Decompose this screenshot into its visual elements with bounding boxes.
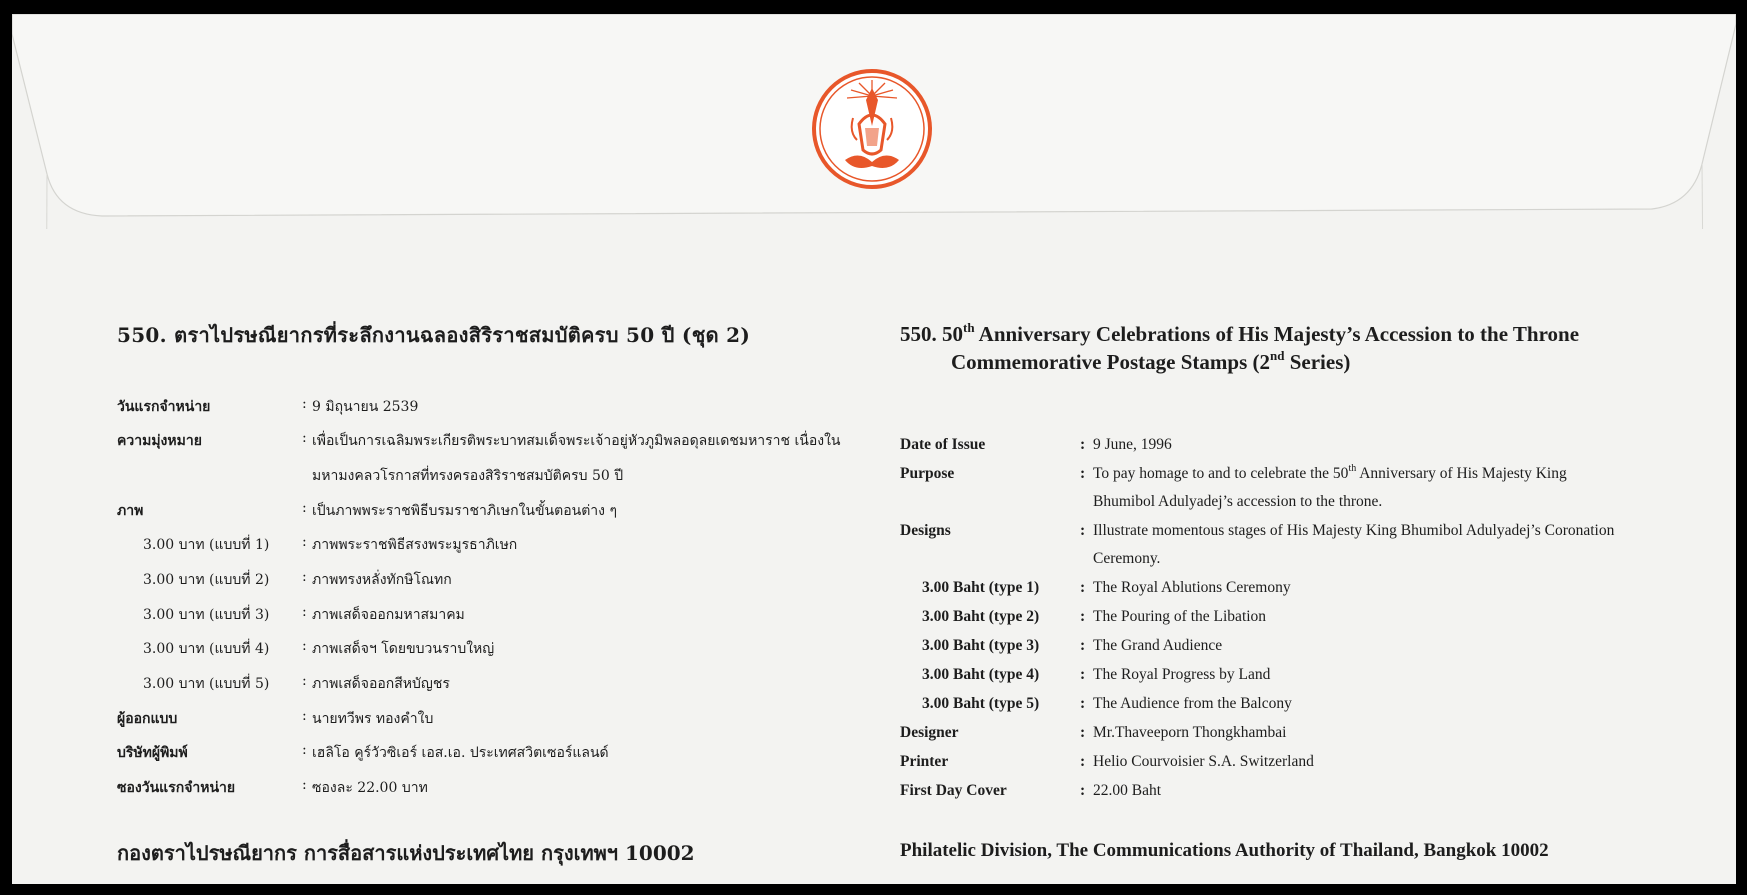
thai-title: 550. ตราไปรษณียากรที่ระลึกงานฉลองสิริราชสมบัติครบ 50 ปี (ชุด 2) [117, 323, 751, 347]
thai-post-seal-icon [809, 66, 935, 192]
english-footer: Philatelic Division, The Communications Authority of Thailand, Bangkok 10002 [900, 840, 1549, 861]
envelope-back: 550. ตราไปรษณียากรที่ระลึกงานฉลองสิริราชสมบัติครบ 50 ปี (ชุด 2) วันแรกจำหน่าย : 9 มิถุนายน 2539 ความมุ่งหมาย : เพื่อเป็นการเฉลิมพระเกียรติพระบาทสมเด็จพระเจ้าอยู่หัวภูมิพลอดุลยเดชมหาราช เนื่องใน มหามงคลวโรกาสที่ทรงครองสิริราชสมบัติครบ 50 ปี ภาพ : เป็นภาพพระราชพิธีบรมราชาภิเษกในขั้นตอนต่าง ๆ 3.00 บาท (แบบที่ 1) : ภาพพระราชพิธีสรงพระมูรธาภิเษก 3.00 บาท (แบบที่ 2) : ภาพทรงหลั่งทักษิโณทก 3.00 บาท (แบบที่ 3) : ภาพเสด็จออกมหาสมาคม 3.00 บาท (แบบที่ 4) : ภาพเสด็จฯ โดยขบวนราบใหญ่ 3.00 บาท (แบบที่ 5) : ภาพเสด็จออกสีหบัญชร ผู้ออกแบบ : นายทวีพร ทองคำใบ บริษัทผู้พิมพ์ : เฮลิโอ คูร์วัวซิเอร์ เอส.เอ. ประเทศสวิตเซอร์แลนด์ ซองวันแรกจำหน่าย : ซองละ 22.00 บาท กองตราไปรษณียากร การสื่อสารแห่งประเทศไทย กรุงเทพฯ 10002 550. 50th Anniversary Celebrations of His Majesty’s Accession to the Throne Commemorative Postage Stamps (2nd Series) Date of Issue : 9 June, 1996 Purpose : To pay homage to and to celebrate the 50th Anniversary of His Majesty King Bhumibol Adulyadej’s accession to the throne. Designs : Illustrate momentous stages of His Majesty King Bhumibol Adulyadej’s Coronation Ceremony. 3.00 Baht (type 1) : The Royal Ablutions Ceremony 3.00 Baht (type 2) : The Pouring of the Libation 3.00 Baht (type 3) : The Grand Audience 3.00 Baht (type 4) : The Royal Progress by Land 3.00 Baht (type 5) : The Audience from the Balcony Designer : Mr.Thaveeporn Thongkhambai Printer : Helio Courvoisier S.A. Switzerland First Day Cover : 22.00 Baht Philatelic Division, The Communications Authority of Thailand, Bangkok 10002 [12, 14, 1736, 884]
thai-footer: กองตราไปรษณียากร การสื่อสารแห่งประเทศไทย กรุงเทพฯ 10002 [117, 841, 695, 865]
english-title: 550. 50th Anniversary Celebrations of His Majesty’s Accession to the Throne [900, 320, 1580, 346]
english-subtitle: Commemorative Postage Stamps (2nd Series) [951, 348, 1351, 374]
